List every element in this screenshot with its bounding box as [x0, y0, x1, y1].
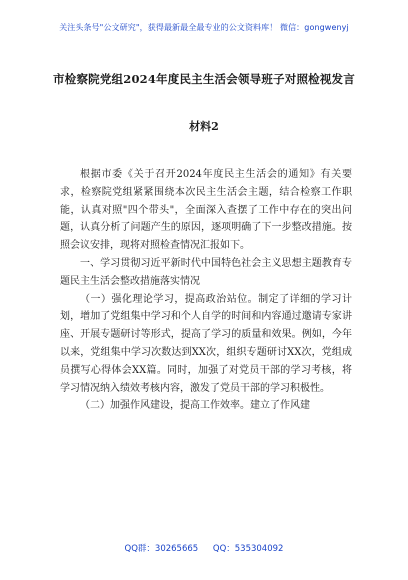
paragraph-work-style: （二）加强作风建设，提高工作效率。建立了作风建	[80, 400, 310, 412]
promo-banner: 关注头条号"公文研究"，获得最新最全最专业的公文资料库！ 微信：gongwenyj	[59, 23, 349, 32]
paragraph-intro: 根据市委《关于召开2024年度民主生活会的通知》有关要求，检察院党组紧紧围绕本次民主生活会主题，结合检察工作职能，认真对照"四个带头"，全面深入查摆了工作中存在的突出问题，认真分析了问题产生的原因，逐项明确了下一步整改措施。按照会议安排，现将对照检查情况汇报如下。	[60, 169, 352, 252]
footer-contacts	[0, 542, 408, 554]
document-title: 市检察院党组2024年度民主生活会领导班子对照检视发言	[53, 72, 355, 86]
paragraph-theory-study: （一）强化理论学习，提高政治站位。制定了详细的学习计划，增加了党组集中学习和个人自学的时间和内容通过邀请专家讲座、开展专题研讨等形式，提高了学习的质量和效果。例如，今年以来，党组集中学习次数达到XX次，组织专题研讨XX次，党组成员撰写心得体会XX篇。同时，加强了对党员干部的学习考核，将学习情况纳入绩效考核内容，激发了党员干部的学习积极性。	[60, 293, 352, 394]
qq-number: QQ：535304092	[212, 544, 284, 554]
material-label: 材料2	[189, 120, 219, 133]
section-heading: 一、学习贯彻习近平新时代中国特色社会主义思想主题教育专题民主生活会整改措施落实情况	[60, 257, 352, 287]
document-body	[60, 166, 352, 415]
qq-group: QQ群：30265665	[124, 544, 199, 554]
